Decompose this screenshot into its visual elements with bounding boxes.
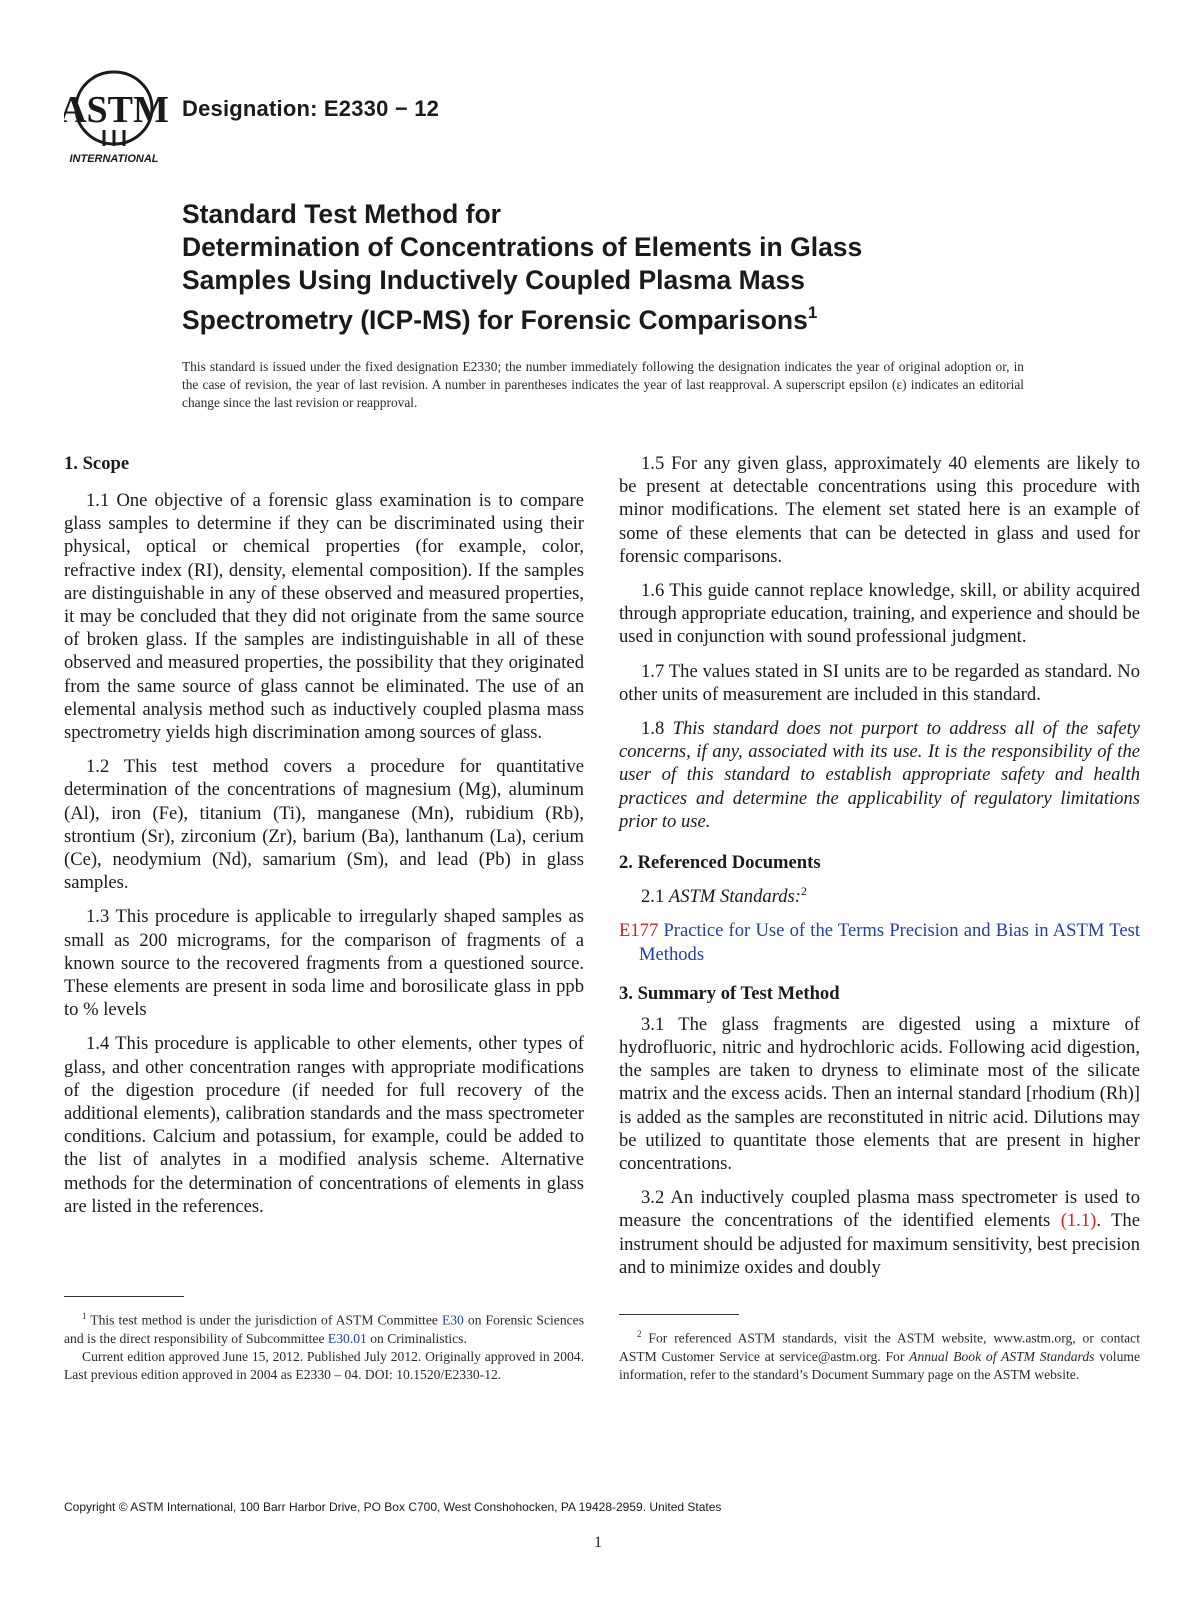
- paragraph-1-2: 1.2 This test method covers a procedure for quantitative determination of the concentrations of magnesium (Mg), aluminum (Al), iron (Fe), titanium (Ti), manganese (Mn), rubidium (Rb), strontium (Sr), zirconium (Zr), barium (Ba), lanthanum (La), cerium (Ce), neodymium (Nd), samarium (Sm), and lead (Pb) in glass samples.: [64, 756, 584, 894]
- paragraph-2-1: [619, 880, 1140, 908]
- title-line-1: Standard Test Method for: [182, 199, 501, 229]
- title-line-4: [182, 297, 1082, 337]
- paragraph-1-8: [619, 717, 1140, 833]
- scope-heading: 1. Scope: [64, 453, 130, 474]
- paragraph-1-3: 1.3 This procedure is applicable to irregularly shaped samples as small as 200 micrograms, for the comparison of fragments of a known source to the recovered fragments from a questioned source. These elements are present in soda lime and borosilicate glass in ppb to % levels: [64, 906, 584, 1021]
- footnote-1-para-a: [64, 1307, 584, 1348]
- paragraph-1-5: 1.5 For any given glass, approximately 40 elements are likely to be present at detectable concentrations using this procedure with minor modifications. The element set stated here is an example of some of these elements that can be detected in glass and used for forensic comparisons.: [619, 453, 1140, 567]
- reference-e177: [619, 919, 1140, 965]
- title-line-4-text: Spectrometry (ICP-MS) for Forensic Comparisons: [182, 304, 808, 335]
- logo-subtext: INTERNATIONAL: [69, 153, 159, 165]
- paragraph-3-1: 3.1 The glass fragments are digested using a mixture of hydrofluoric, nitric and hydrochloric acids. Following acid digestion, the samples are taken to dryness to eliminate most of the silicate matrix and the excess acids. Then an internal standard [rhodium (Rh)] is added as the samples are reconstituted in nitric acid. Dilutions may be utilized to quantitate those elements that are present in higher concentrations.: [619, 1013, 1140, 1175]
- copyright-notice: Copyright © ASTM International, 100 Barr Harbor Drive, PO Box C700, West Conshohocken, PA 19428-2959. United States: [64, 1500, 722, 1514]
- referenced-documents-heading: 2. Referenced Documents: [619, 852, 821, 874]
- footnote-1-text-c: on Criminalistics.: [366, 1330, 467, 1346]
- footnote-1-text-a: This test method is under the jurisdiction of ASTM Committee: [86, 1312, 442, 1328]
- footnote-1-text-b: on Forensic Sciences and is the direct responsibility of Subcommittee: [64, 1312, 584, 1346]
- e30-link[interactable]: E30: [441, 1312, 464, 1328]
- astm-standards-footnote-mark: 2: [800, 884, 807, 899]
- astm-logo: [64, 70, 168, 166]
- paragraph-3-2-text-a: 3.2 An inductively coupled plasma mass spectrometer is used to measure the concentrations of the identified elements: [619, 1187, 1140, 1232]
- paragraph-1-4: 1.4 This procedure is applicable to other elements, other types of glass, and other concentration ranges with appropriate modifications of the digestion procedure (if needed for full recovery of the additional elements), calibration standards and the mass spectrometer conditions. Calcium and potassium, for example, could be added to the list of analytes in a modified analysis scheme. Alternative methods for the determination of concentrations of elements in glass are listed in the references.: [64, 1033, 584, 1217]
- paragraph-3-2-text-b: . The instrument should be adjusted for maximum sensitivity, best precision and to minimize oxides and doubly: [619, 1210, 1140, 1278]
- footnote-2-mark: 2: [637, 1329, 642, 1339]
- right-column: [619, 452, 1140, 1290]
- logo-text: ASTM: [64, 89, 168, 131]
- title-footnote-mark: 1: [807, 303, 818, 322]
- title-line-2: Determination of Concentrations of Elements in Glass: [182, 232, 863, 262]
- page-number: 1: [594, 1534, 602, 1551]
- footnote-1: [64, 1307, 584, 1385]
- footnote-rule-right: [619, 1314, 739, 1315]
- astm-logo-graphic: [64, 70, 168, 166]
- document-title: [182, 198, 1082, 337]
- paragraph-1-7: 1.7 The values stated in SI units are to be regarded as standard. No other units of measurement are included in this standard.: [619, 660, 1140, 705]
- footnote-1-mark: 1: [82, 1311, 87, 1321]
- footnote-rule-left: [64, 1296, 184, 1297]
- e177-link[interactable]: E177: [619, 920, 659, 942]
- footnote-2-text-a: For referenced ASTM standards, visit the ASTM website, www.astm.org, or contact ASTM Customer Service at service@astm.org. For: [619, 1330, 1140, 1364]
- paragraph-1-8-number: 1.8: [641, 718, 665, 740]
- paragraph-3-2: [619, 1186, 1140, 1279]
- title-line-3: Samples Using Inductively Coupled Plasma Mass: [182, 265, 805, 295]
- paragraph-1-6: 1.6 This guide cannot replace knowledge, skill, or ability acquired through appropriate education, training, and experience and should be used in conjunction with sound professional judgment.: [619, 580, 1140, 648]
- issue-note: This standard is issued under the fixed designation E2330; the number immediately following the designation indicates the year of original adoption or, in the case of revision, the year of last revision. A number in parentheses indicates the year of last reapproval. A superscript epsilon (ε) indicates an editorial change since the last revision or reapproval.: [182, 359, 1024, 410]
- footnote-2: [619, 1325, 1140, 1384]
- designation: Designation: E2330 − 12: [182, 96, 440, 121]
- paragraph-2-1-number: 2.1: [641, 886, 665, 908]
- astm-standards-label: ASTM Standards:: [668, 886, 801, 908]
- footnote-2-text-b: volume information, refer to the standard’s Document Summary page on the ASTM website.: [619, 1348, 1140, 1383]
- left-column: [64, 452, 584, 1229]
- summary-heading: 3. Summary of Test Method: [619, 982, 840, 1004]
- e30-01-link[interactable]: E30.01: [327, 1330, 367, 1346]
- e177-title-link[interactable]: Practice for Use of the Terms Precision and Bias in ASTM Test Methods: [639, 920, 1140, 965]
- paragraph-1-8-text: This standard does not purport to address all of the safety concerns, if any, associated with its use. It is the responsibility of the user of this standard to establish appropriate safety and health practices and determine the applicability of regulatory limitations prior to use.: [619, 718, 1140, 832]
- footnote-2-italic: Annual Book of ASTM Standards: [909, 1348, 1095, 1364]
- reference-1-1-link[interactable]: (1.1): [1060, 1210, 1097, 1232]
- paragraph-1-1: 1.1 One objective of a forensic glass examination is to compare glass samples to determine if they can be discriminated using their physical, optical or chemical properties (for example, color, refractive index (RI), density, elemental composition). If the samples are distinguishable in any of these observed and measured properties, it may be concluded that they did not originate from the same source of broken glass. If the samples are indistinguishable in all of these observed and measured properties, the possibility that they originated from the same source of glass cannot be eliminated. The use of an elemental analysis method such as inductively coupled plasma mass spectrometry yields high discrimination among sources of glass.: [64, 490, 584, 744]
- footnote-1-para-b: Current edition approved June 15, 2012. Published July 2012. Originally approved in 2004. Last previous edition approved in 2004 as E2330 – 04. DOI: 10.1520/E2330-12.: [64, 1349, 584, 1383]
